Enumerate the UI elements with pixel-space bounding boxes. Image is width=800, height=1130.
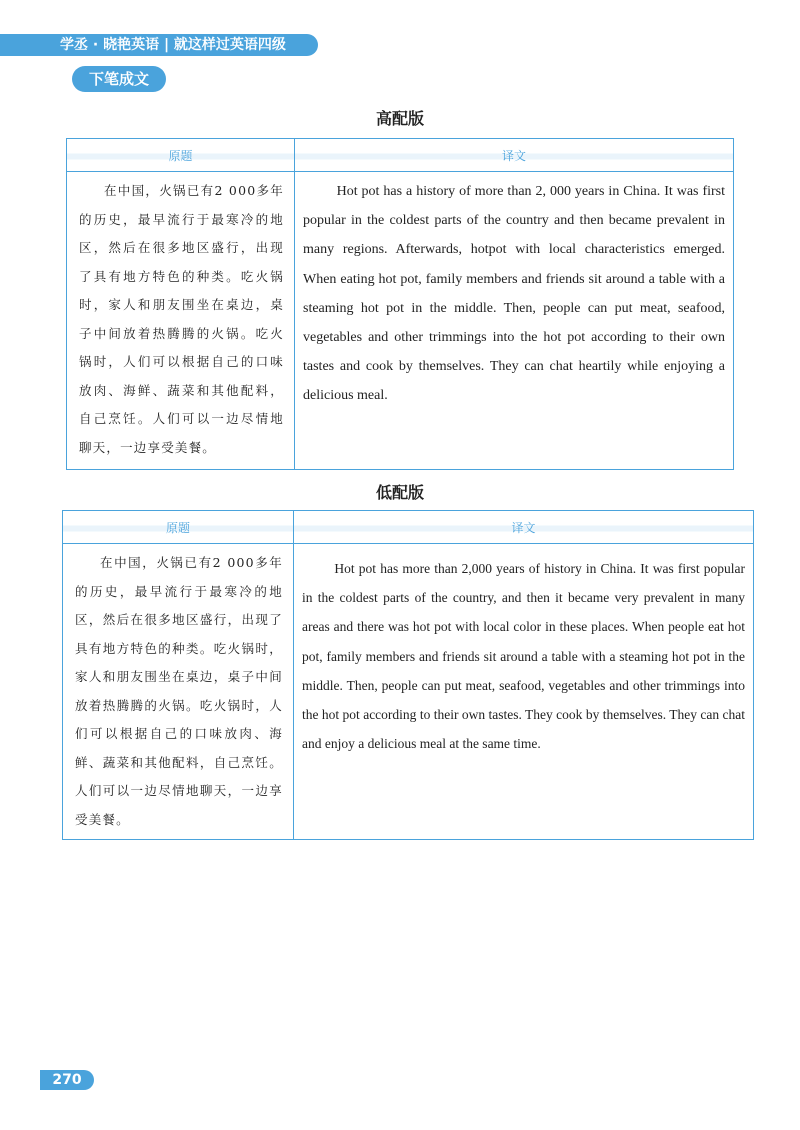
high-version-title: 高配版 [375, 109, 424, 128]
translation-text-cell [295, 172, 734, 470]
translation-column-header: 译文 [294, 511, 754, 544]
source-column-header: 原题 [67, 139, 295, 172]
source-text-cell [63, 544, 294, 840]
translation-text-cell [294, 544, 754, 840]
source-text-cell [67, 172, 295, 470]
page-number: 270 [40, 1070, 94, 1090]
low-version-title: 低配版 [375, 483, 424, 502]
translation-column-header: 译文 [295, 139, 734, 172]
source-paragraph: 在中国，火锅已有2 000多年的历史，最早流行于最寒冷的地区，然后在很多地区盛行，出现了具有地方特色的种类。吃火锅时，家人和朋友围坐在桌边，桌子中间放着热腾腾的火锅。吃火锅时，人们可以根据自己的口味放肉、海鲜、蔬菜和其他配料，自己烹饪。人们可以一边尽情地聊天，一边享受美餐。 [75, 555, 283, 827]
translation-paragraph: Hot pot has a history of more than 2, 000 years in China. It was first popular in the coldest parts of the country and then became prevalent in many regions. Afterwards, hotpot with local characteristics emerged. When eating hot pot, family members and friends sit around a table with a steaming hot pot in the middle. Then, people can put meat, seafood, vegetables and other trimmings into the hot pot according to their own tastes and cook by themselves. They can chat heartily while enjoying a delicious meal. [303, 184, 725, 404]
source-column-header: 原题 [63, 511, 294, 544]
series-header: 学丞 · 晓艳英语 | 就这样过英语四级 [0, 34, 318, 56]
high-version-table [66, 138, 734, 470]
low-version-table [62, 510, 754, 840]
translation-paragraph: Hot pot has more than 2,000 years of history in China. It was first popular in the coldest parts of the country, and then it became very prevalent in many areas and there was hot pot with local color in these places. When people eat hot pot, family members and friends sit around a table with a steaming hot pot in the middle. Then, people can put meat, seafood, vegetables and other trimmings into the hot pot according to their own tastes. They cook by themselves. They can chat and enjoy a delicious meal at the same time. [302, 561, 745, 752]
section-label: 下笔成文 [72, 66, 166, 92]
source-paragraph: 在中国，火锅已有2 000多年的历史，最早流行于最寒冷的地区，然后在很多地区盛行，出现了具有地方特色的种类。吃火锅时，家人和朋友围坐在桌边，桌子中间放着热腾腾的火锅。吃火锅时，人们可以根据自己的口味放肉、海鲜、蔬菜和其他配料，自己烹饪。人们可以一边尽情地聊天，一边享受美餐。 [79, 183, 284, 455]
